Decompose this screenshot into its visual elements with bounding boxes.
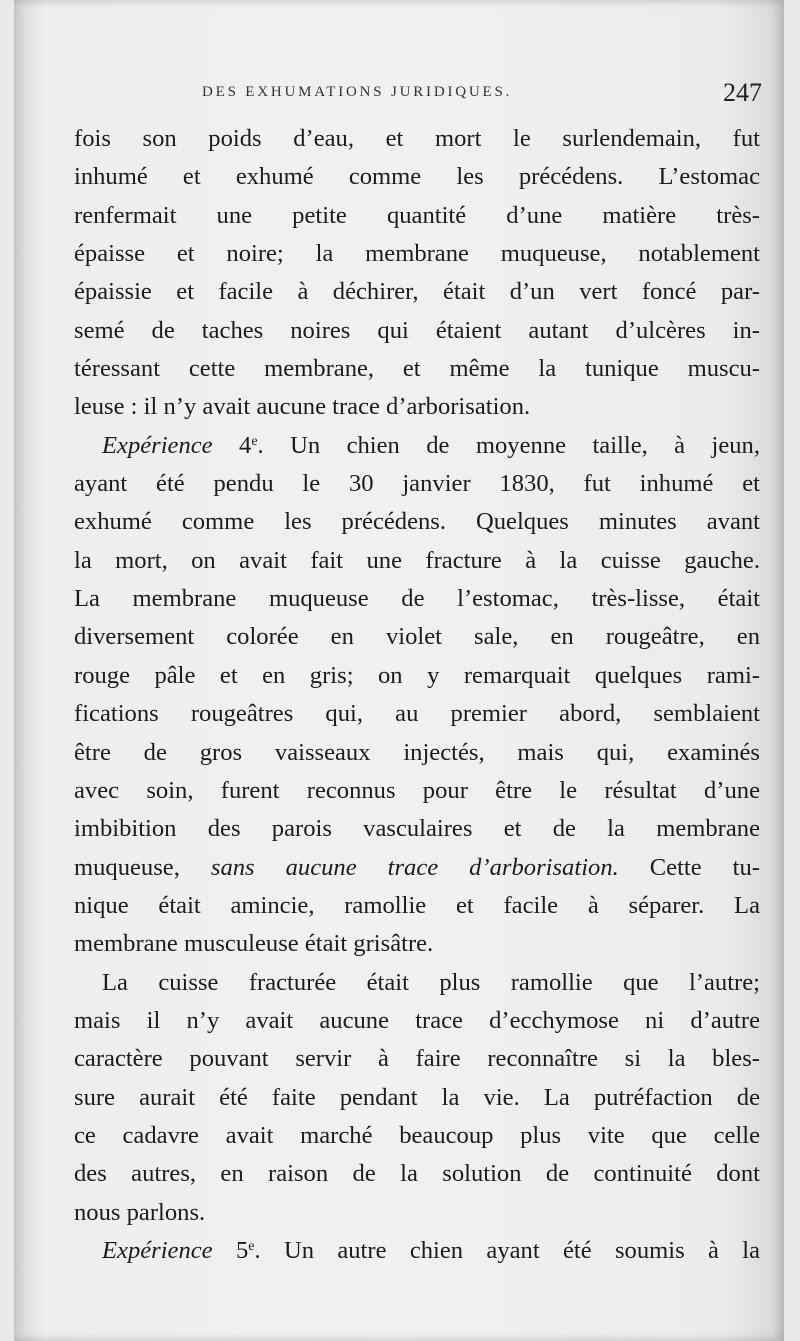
text-line — [74, 1040, 760, 1078]
line-text: renfermait une petite quantité d’une matière très- — [74, 201, 760, 229]
line-text: membrane musculeuse était grisâtre. — [74, 930, 434, 958]
line-text: . Un autre chien ayant été soumis à la — [254, 1236, 761, 1264]
text-line — [74, 312, 760, 350]
line-text: ayant été pendu le 30 janvier 1830, fut inhumé et — [74, 470, 760, 498]
line-text: inhumé et exhumé comme les précédens. L’estomac — [74, 163, 760, 191]
text-line — [74, 542, 760, 580]
ordinal-superscript: e — [251, 433, 258, 449]
line-text: La cuisse fracturée était plus ramollie que l’autre; — [102, 968, 760, 996]
text-line — [74, 158, 760, 196]
text-line — [74, 235, 760, 273]
line-text: exhumé comme les précédens. Quelques minutes avant — [74, 508, 760, 536]
line-text: Cette tu- — [649, 853, 760, 881]
text-line — [74, 657, 760, 695]
experiment-number: 5 — [235, 1236, 249, 1264]
text-line — [74, 427, 760, 465]
line-text: caractère pouvant servir à faire reconnaître si la bles- — [74, 1045, 760, 1073]
line-text: avec soin, furent reconnus pour être le résultat d’une — [74, 776, 760, 804]
text-line — [74, 580, 760, 618]
line-text: La membrane muqueuse de l’estomac, très-lisse, était — [74, 585, 760, 613]
text-line — [74, 695, 760, 733]
italic-text: sans aucune trace d’arborisation. — [210, 853, 619, 881]
line-text: fications rougeâtres qui, au premier abord, semblaient — [74, 700, 760, 728]
text-line — [74, 618, 760, 656]
text-line — [74, 465, 760, 503]
text-line — [74, 120, 760, 158]
body-text — [74, 120, 760, 1270]
line-text: téressant cette membrane, et même la tunique muscu- — [74, 355, 760, 383]
text-line — [74, 197, 760, 235]
line-text: diversement colorée en violet sale, en rougeâtre, en — [74, 623, 760, 651]
page-header — [202, 78, 762, 108]
page-number: 247 — [723, 78, 762, 107]
line-text: nique était amincie, ramollie et facile à séparer. La — [74, 891, 760, 919]
line-text: semé de taches noires qui étaient autant d’ulcères in- — [74, 316, 760, 344]
text-line — [74, 388, 760, 426]
text-line — [74, 887, 760, 925]
line-text: muqueuse, — [74, 853, 180, 881]
ordinal-superscript: e — [248, 1238, 255, 1254]
text-line — [74, 772, 760, 810]
text-line — [74, 1117, 760, 1155]
experiment-number: 4 — [239, 431, 252, 459]
text-line — [74, 503, 760, 541]
text-line — [74, 810, 760, 848]
text-line — [74, 1194, 760, 1232]
text-line — [74, 734, 760, 772]
line-text: . Un chien de moyenne taille, à jeun, — [257, 431, 760, 459]
line-text: rouge pâle et en gris; on y remarquait quelques rami- — [74, 661, 760, 689]
text-line — [74, 350, 760, 388]
line-text: la mort, on avait fait une fracture à la cuisse gauche. — [74, 546, 760, 574]
text-line — [74, 1002, 760, 1040]
book-page — [14, 0, 784, 1341]
text-line — [74, 1155, 760, 1193]
line-text: sure aurait été faite pendant la vie. La putréfaction de — [74, 1083, 760, 1111]
text-line — [74, 1232, 760, 1270]
experiment-heading: Expérience — [102, 1236, 213, 1264]
line-text: être de gros vaisseaux injectés, mais qui, examinés — [74, 738, 760, 766]
line-text: nous parlons. — [74, 1198, 206, 1226]
running-head: DES EXHUMATIONS JURIDIQUES. — [202, 84, 513, 100]
line-text: leuse : il n’y avait aucune trace d’arborisation. — [74, 393, 531, 421]
text-line — [74, 1079, 760, 1117]
experiment-heading: Expérience — [102, 431, 213, 459]
line-text: ce cadavre avait marché beaucoup plus vite que celle — [74, 1121, 760, 1149]
text-line — [74, 964, 760, 1002]
line-text: fois son poids d’eau, et mort le surlendemain, fut — [74, 125, 760, 152]
line-text: mais il n’y avait aucune trace d’ecchymose ni d’autre — [74, 1006, 760, 1034]
text-line — [74, 925, 760, 963]
line-text: épaisse et noire; la membrane muqueuse, notablement — [74, 240, 760, 268]
line-text: épaissie et facile à déchirer, était d’un vert foncé par- — [74, 278, 760, 306]
line-text: imbibition des parois vasculaires et de la membrane — [74, 815, 760, 843]
line-text: des autres, en raison de la solution de continuité dont — [74, 1160, 760, 1188]
text-line — [74, 273, 760, 311]
text-line — [74, 849, 760, 887]
